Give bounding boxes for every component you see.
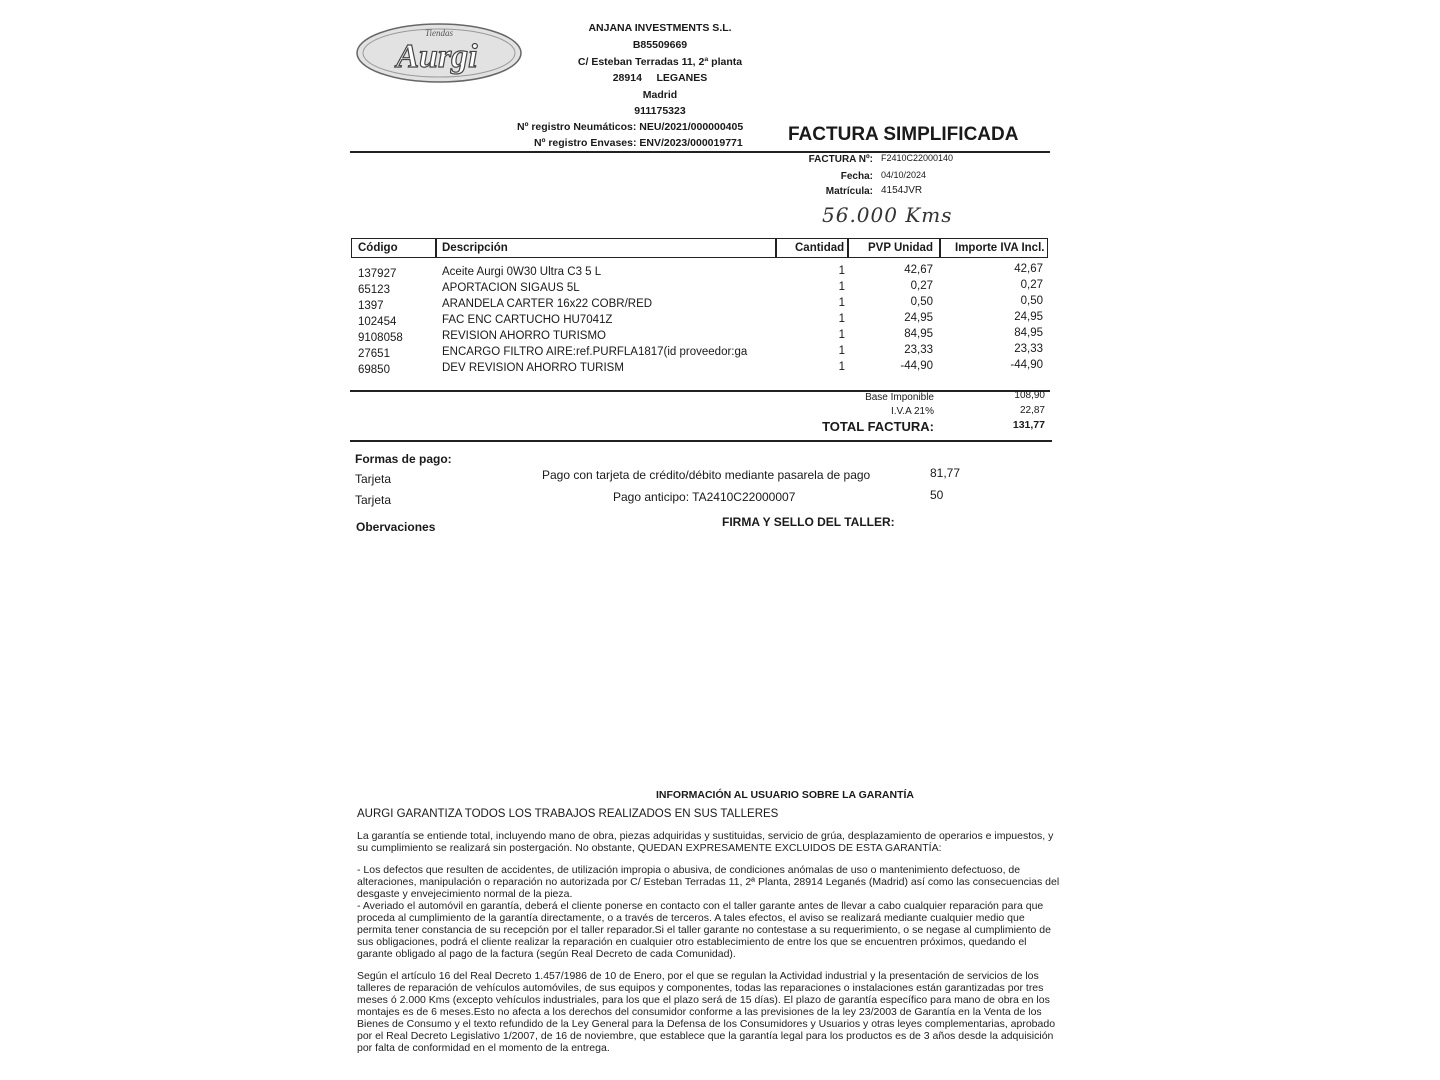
- row-quantity: 1: [838, 265, 845, 277]
- total-value: 131,77: [1012, 419, 1045, 431]
- col-description: Descripción: [442, 242, 508, 254]
- plate-label: Matrícula:: [825, 186, 873, 197]
- row-amount: 23,33: [1014, 343, 1043, 355]
- total-label: TOTAL FACTURA:: [822, 419, 934, 434]
- row-code: 1397: [358, 300, 384, 312]
- row-amount: 0,50: [1020, 295, 1043, 307]
- row-unit-price: 23,33: [904, 344, 933, 356]
- warranty-paragraph: - Los defectos que resulten de accidentes, de utilización impropia o abusiva, de condiciones anómalas de uso o mantenimiento defectuoso, de alteraciones, manipulación o reparación no autorizada por C/ Esteban Terradas 11, 2ª Planta, 28914 Leganés (Madrid) así como las consecuencias del desgaste y envejecimiento normal de la pieza.: [357, 864, 1060, 900]
- invoice-number-label: FACTURA Nº:: [808, 154, 873, 165]
- row-code: 102454: [358, 316, 397, 328]
- totals-divider: [350, 390, 1050, 392]
- row-quantity: 1: [838, 329, 845, 341]
- row-amount: 24,95: [1014, 311, 1043, 323]
- row-description: REVISION AHORRO TURISMO: [442, 330, 607, 342]
- invoice-date-label: Fecha:: [840, 171, 873, 182]
- registry-tyres: Nº registro Neumáticos: NEU/2021/000000405: [517, 121, 744, 133]
- logo-brand: Aurgi: [396, 38, 478, 75]
- payments-divider: [350, 440, 1052, 442]
- payments-heading: Formas de pago:: [355, 452, 452, 466]
- warranty-paragraph: La garantía se entiende total, incluyendo mano de obra, piezas adquiridas y sustituidas, servicio de grúa, desplazamiento de operarios e impuestos, y su cumplimiento se realizará sin postergación. No obstante, QUEDAN EXPRESAMENTE EXCLUIDOS DE ESTA GARANTÍA:: [357, 830, 1054, 854]
- company-cif: B85509669: [632, 39, 688, 51]
- logo-tagline: Tiendas: [424, 28, 454, 38]
- payment-method-2: Tarjeta: [355, 493, 392, 507]
- observations-label: Obervaciones: [356, 520, 436, 534]
- registry-packaging: Nº registro Envases: ENV/2023/000019771: [534, 137, 743, 149]
- col-unit-price: PVP Unidad: [868, 242, 933, 254]
- vat-label: I.V.A 21%: [891, 406, 934, 417]
- row-unit-price: 42,67: [904, 264, 933, 276]
- row-description: APORTACION SIGAUS 5L: [442, 282, 580, 294]
- col-code: Código: [358, 242, 398, 254]
- company-street: C/ Esteban Terradas 11, 2ª planta: [577, 56, 743, 68]
- payment-method-1: Tarjeta: [355, 472, 392, 486]
- row-description: ARANDELA CARTER 16x22 COBR/RED: [442, 298, 653, 310]
- company-phone: 911175323: [634, 105, 686, 117]
- handwritten-km: 56.000 Kms: [822, 203, 953, 227]
- row-description: Aceite Aurgi 0W30 Ultra C3 5 L: [442, 266, 602, 278]
- row-amount: 0,27: [1020, 279, 1043, 291]
- row-amount: -44,90: [1010, 359, 1043, 371]
- table-header: [351, 238, 1048, 258]
- base-label: Base Imponible: [865, 392, 934, 403]
- col-quantity: Cantidad: [795, 242, 845, 254]
- warranty-body: [357, 830, 1062, 1064]
- row-description: ENCARGO FILTRO AIRE:ref.PURFLA1817(id proveedor:ga: [442, 346, 748, 358]
- warranty-title: INFORMACIÓN AL USUARIO SOBRE LA GARANTÍA: [655, 789, 915, 801]
- row-quantity: 1: [838, 361, 845, 373]
- row-quantity: 1: [838, 313, 845, 325]
- invoice-title: FACTURA SIMPLIFICADA: [788, 124, 1019, 145]
- company-postal-city: 28914 LEGANES: [612, 72, 708, 84]
- warranty-paragraph: Según el artículo 16 del Real Decreto 1.457/1986 de 10 de Enero, por el que se regulan la Actividad industrial y la presentación de servicios de los talleres de reparación de vehículos automóviles, de sus equipos y componentes, todas las reparaciones o instalaciones están garantizadas por tres meses ó 2.000 Kms (excepto vehículos industriales, para los que el plazo será de 15 días). El plazo de garantía específico para mano de obra en los montajes es de 6 meses.Esto no afecta a los derechos del consumidor conforme a las previsiones de la ley 23/2003 de Garantía en la Venta de los Bienes de Consumo y el texto refundido de la Ley General para la Defensa de los Consumidores y Usuarios y otras leyes complementarias, aprobado por el Real Decreto Legislativo 1/2007, de 16 de noviembre, que establece que la garantía legal para los productos es de 3 años desde la adquisición por falta de conformidad en el momento de la entrega.: [357, 970, 1056, 1054]
- payment-detail-1: Pago con tarjeta de crédito/débito mediante pasarela de pago: [542, 468, 871, 482]
- row-code: 27651: [358, 348, 390, 360]
- payment-detail-2: Pago anticipo: TA2410C22000007: [613, 490, 796, 504]
- row-unit-price: -44,90: [900, 360, 933, 372]
- base-value: 108,90: [1014, 390, 1045, 401]
- signature-label: FIRMA Y SELLO DEL TALLER:: [722, 515, 895, 529]
- company-province: Madrid: [642, 89, 678, 101]
- invoice-date: 04/10/2024: [881, 170, 927, 180]
- row-description: DEV REVISION AHORRO TURISM: [442, 362, 624, 374]
- row-unit-price: 24,95: [904, 312, 933, 324]
- row-quantity: 1: [838, 345, 845, 357]
- row-unit-price: 84,95: [904, 328, 933, 340]
- row-code: 9108058: [358, 332, 403, 344]
- vat-value: 22,87: [1019, 405, 1045, 416]
- plate-value: 4154JVR: [881, 185, 923, 196]
- row-code: 69850: [358, 364, 390, 376]
- row-unit-price: 0,27: [910, 280, 933, 292]
- row-unit-price: 0,50: [910, 296, 933, 308]
- row-quantity: 1: [838, 281, 845, 293]
- invoice-number: F2410C22000140: [881, 153, 954, 163]
- col-amount: Importe IVA Incl.: [955, 242, 1045, 254]
- row-amount: 42,67: [1014, 263, 1043, 275]
- company-name: ANJANA INVESTMENTS S.L.: [588, 22, 732, 34]
- row-quantity: 1: [838, 297, 845, 309]
- aurgi-logo: [355, 22, 523, 84]
- payment-amount-2: 50: [930, 488, 944, 502]
- warranty-subtitle: AURGI GARANTIZA TODOS LOS TRABAJOS REALIZADOS EN SUS TALLERES: [357, 808, 779, 820]
- warranty-paragraph: - Averiado el automóvil en garantía, deberá el cliente ponerse en contacto con el taller garante antes de llevar a cabo cualquier reparación para que proceda al cumplimiento de la garantía directamente, o a través de terceros. A tales efectos, el aviso se realizará mediante cualquier medio que permita tener constancia de su recepción por el taller reparador.Si el taller garante no contestase a su requerimiento, o se negase al cumplimiento de sus obligaciones, podrá el cliente realizar la reparación en cualquier otro establecimiento de entre los que se encuentren próximos, quedando el garante obligado al pago de la factura (según Real Decreto de cada Comunidad).: [357, 900, 1051, 960]
- row-code: 65123: [358, 284, 390, 296]
- payment-amount-1: 81,77: [930, 466, 961, 480]
- row-code: 137927: [358, 268, 397, 280]
- row-amount: 84,95: [1014, 327, 1043, 339]
- row-description: FAC ENC CARTUCHO HU7041Z: [442, 314, 613, 326]
